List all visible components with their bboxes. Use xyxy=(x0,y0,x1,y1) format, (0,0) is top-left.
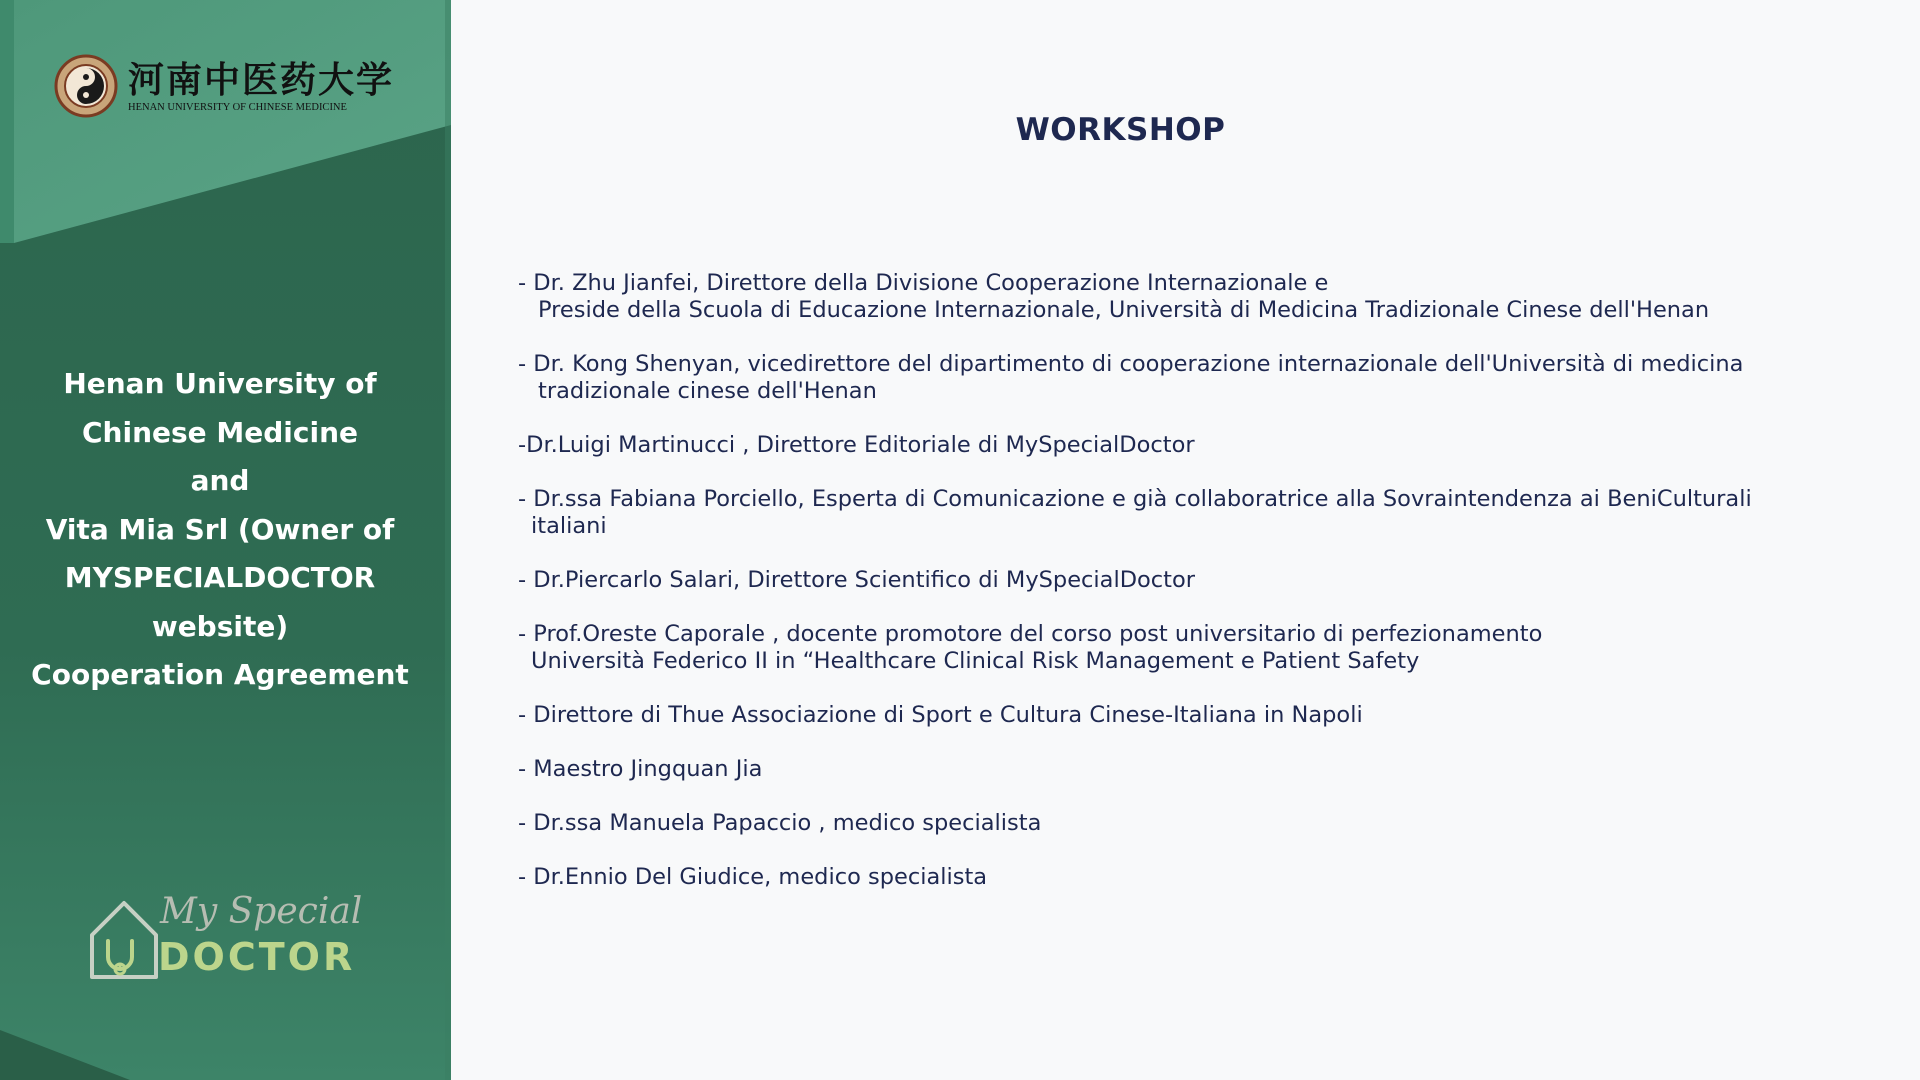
list-item xyxy=(518,864,1898,891)
agreement-title-line: Cooperation Agreement xyxy=(31,658,409,691)
brand-line-doctor: DOCTOR xyxy=(158,935,356,979)
university-name-chinese: 河南中医药大学 xyxy=(128,58,395,101)
list-item xyxy=(518,486,1898,540)
participants-list xyxy=(518,270,1898,918)
list-item xyxy=(518,351,1898,405)
list-item-line: - Dr.ssa Fabiana Porciello, Esperta di Comunicazione e già collaboratrice alla Sovraintendenza ai BeniCulturali xyxy=(518,486,1752,512)
list-item-line-continued: tradizionale cinese dell'Henan xyxy=(538,378,877,404)
myspecialdoctor-logo xyxy=(86,891,363,985)
page-title: WORKSHOP xyxy=(1015,112,1226,148)
list-item-line-continued: italiani xyxy=(531,513,607,539)
list-item xyxy=(518,432,1898,459)
list-item xyxy=(518,756,1898,783)
list-item-line: - Dr.Piercarlo Salari, Direttore Scientifico di MySpecialDoctor xyxy=(518,567,1196,593)
list-item-line: - Dr. Zhu Jianfei, Direttore della Divisione Cooperazione Internazionale e xyxy=(518,270,1329,296)
list-item xyxy=(518,810,1898,837)
agreement-title-line: Vita Mia Srl (Owner of xyxy=(45,512,395,546)
list-item xyxy=(518,621,1898,675)
agreement-title-line: Henan University of xyxy=(63,367,377,400)
list-item-line-continued: Preside della Scuola di Educazione Internazionale, Università di Medicina Tradizionale Cinese dell'Henan xyxy=(538,297,1710,323)
list-item-line-continued: Università Federico II in “Healthcare Clinical Risk Management e Patient Safety xyxy=(531,648,1420,674)
university-logo xyxy=(54,54,394,118)
house-stethoscope-icon xyxy=(86,895,158,983)
list-item xyxy=(518,702,1898,729)
list-item-line: - Direttore di Thue Associazione di Sport e Cultura Cinese-Italiana in Napoli xyxy=(518,702,1363,728)
list-item-line: - Dr.Ennio Del Giudice, medico specialista xyxy=(518,864,988,890)
list-item-line: -Dr.Luigi Martinucci , Direttore Editoriale di MySpecialDoctor xyxy=(518,432,1195,458)
sidebar-panel xyxy=(0,0,451,1080)
list-item xyxy=(518,270,1898,324)
list-item-line: - Dr. Kong Shenyan, vicedirettore del dipartimento di cooperazione internazionale dell'Università di medicina xyxy=(518,351,1744,377)
list-item-line: - Dr.ssa Manuela Papaccio , medico specialista xyxy=(518,810,1042,836)
university-name-english: HENAN UNIVERSITY OF CHINESE MEDICINE xyxy=(128,101,347,113)
list-item-line: - Maestro Jingquan Jia xyxy=(518,756,763,782)
agreement-title xyxy=(20,360,420,700)
university-seal-icon xyxy=(54,54,118,118)
agreement-title-line: MYSPECIALDOCTOR xyxy=(64,561,376,594)
brand-line-special: My Special xyxy=(160,891,363,932)
agreement-title-line: website) xyxy=(151,609,289,643)
agreement-title-line: and xyxy=(190,464,250,497)
list-item-line: - Prof.Oreste Caporale , docente promotore del corso post universitario di perfezionamento xyxy=(518,621,1543,647)
list-item xyxy=(518,567,1898,594)
agreement-title-line: Chinese Medicine xyxy=(81,415,359,449)
